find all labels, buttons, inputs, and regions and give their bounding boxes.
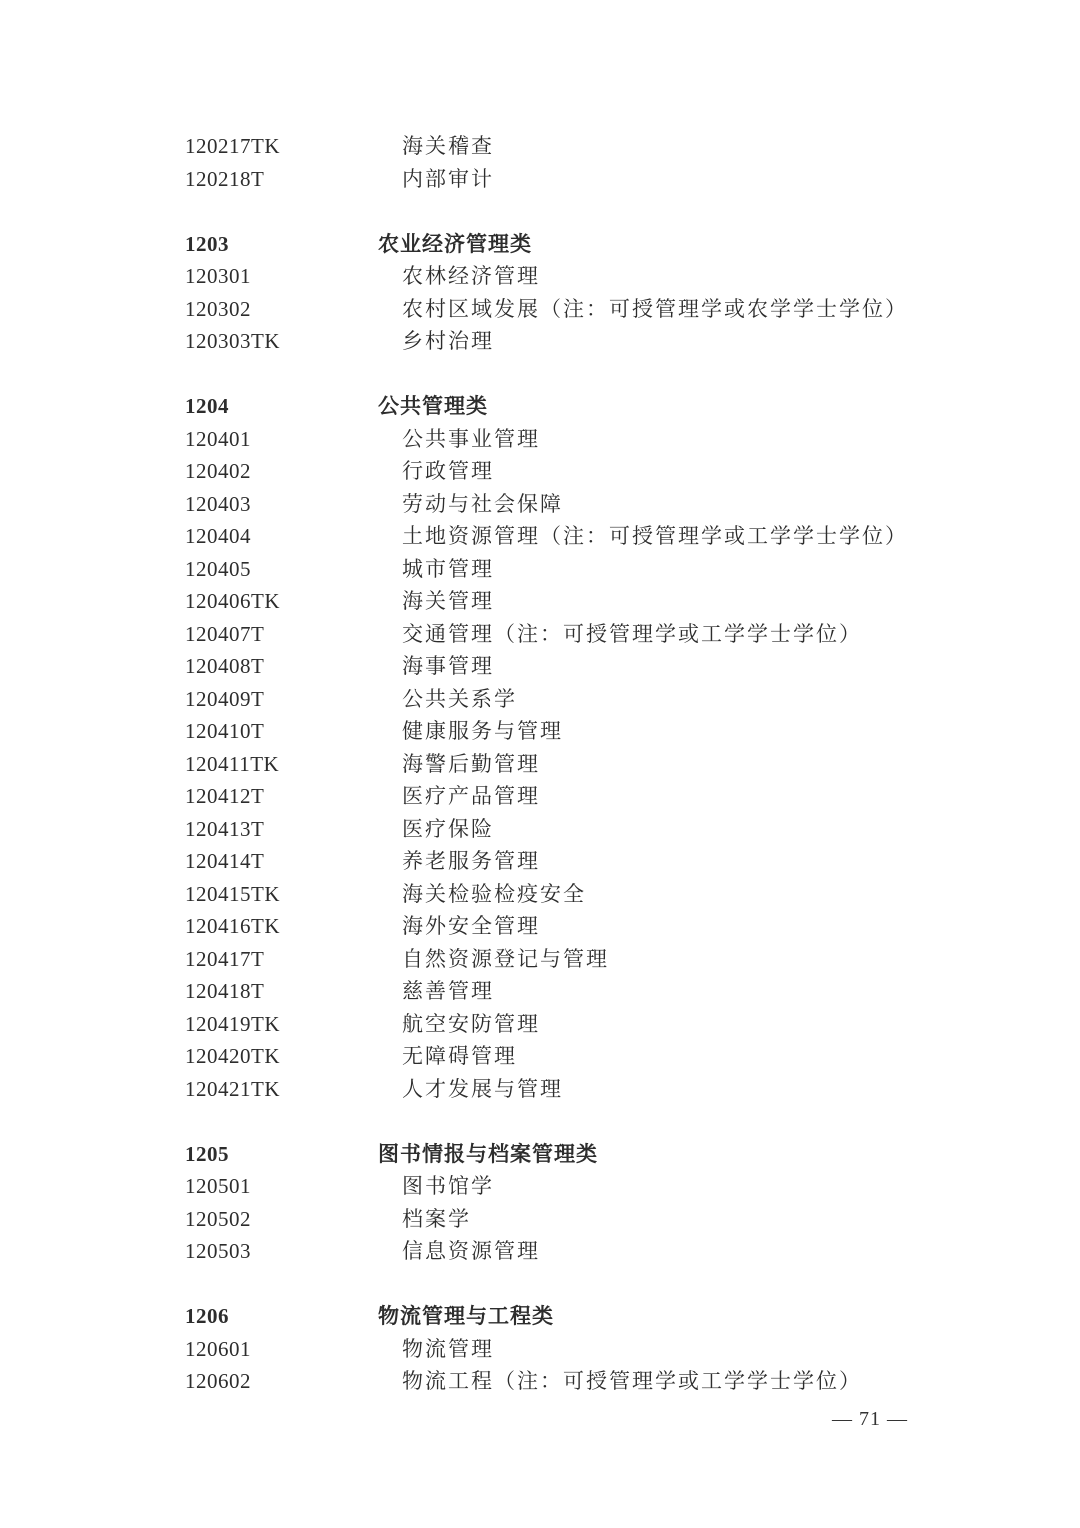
major-name: 图书情报与档案管理类 xyxy=(378,1141,598,1166)
table-row xyxy=(185,553,1050,586)
table-row xyxy=(185,1073,1050,1106)
major-name: 乡村治理 xyxy=(402,329,494,353)
major-name: 农业经济管理类 xyxy=(378,231,532,256)
major-code: 1205 xyxy=(185,1141,229,1166)
major-name: 人才发展与管理 xyxy=(402,1076,563,1101)
major-code: 120405 xyxy=(185,556,251,581)
major-name: 慈善管理 xyxy=(402,979,494,1003)
major-code: 120403 xyxy=(185,491,251,516)
table-row xyxy=(185,1235,1050,1268)
major-code: 120421TK xyxy=(185,1076,280,1101)
major-code: 120302 xyxy=(185,296,251,321)
major-name: 交通管理（注：可授管理学或工学学士学位） xyxy=(402,621,862,646)
table-row xyxy=(185,488,1050,521)
major-name: 海关检验检疫安全 xyxy=(402,881,586,906)
major-category-section xyxy=(185,1300,1050,1398)
major-code: 120502 xyxy=(185,1206,251,1231)
major-code: 120418T xyxy=(185,979,265,1003)
major-name: 物流管理与工程类 xyxy=(378,1304,554,1328)
major-code: 120401 xyxy=(185,426,251,451)
major-code: 120414T xyxy=(185,849,265,873)
category-header-row xyxy=(185,1138,1050,1171)
table-row xyxy=(185,455,1050,488)
major-category-section xyxy=(185,1138,1050,1268)
major-category-section xyxy=(185,390,1050,1105)
major-code: 120413T xyxy=(185,816,265,841)
major-code: 120301 xyxy=(185,264,251,288)
major-name: 医疗产品管理 xyxy=(402,784,540,808)
major-name: 海关管理 xyxy=(402,589,494,613)
major-name: 城市管理 xyxy=(402,556,494,581)
major-name: 海警后勤管理 xyxy=(402,751,540,776)
category-header-row xyxy=(185,1300,1050,1333)
table-row xyxy=(185,1333,1050,1366)
major-name: 航空安防管理 xyxy=(402,1011,540,1036)
major-category-section xyxy=(185,228,1050,358)
major-name: 养老服务管理 xyxy=(402,849,540,873)
major-code: 120303TK xyxy=(185,329,280,353)
major-code: 120410T xyxy=(185,719,265,743)
table-row xyxy=(185,845,1050,878)
table-row xyxy=(185,650,1050,683)
major-name: 健康服务与管理 xyxy=(402,719,563,743)
major-name: 内部审计 xyxy=(402,166,494,191)
table-row xyxy=(185,260,1050,293)
major-code: 120406TK xyxy=(185,589,280,613)
major-name: 档案学 xyxy=(402,1206,471,1231)
table-row xyxy=(185,163,1050,196)
major-code: 120419TK xyxy=(185,1011,280,1036)
major-name: 公共关系学 xyxy=(402,686,517,711)
major-name: 公共管理类 xyxy=(378,394,488,418)
major-code: 120601 xyxy=(185,1336,251,1361)
major-code: 120417T xyxy=(185,946,265,971)
table-row xyxy=(185,780,1050,813)
table-row xyxy=(185,878,1050,911)
major-code: 120412T xyxy=(185,784,265,808)
major-name: 信息资源管理 xyxy=(402,1239,540,1263)
major-code: 120501 xyxy=(185,1174,251,1198)
table-row xyxy=(185,585,1050,618)
major-code: 120404 xyxy=(185,524,251,548)
major-name: 无障碍管理 xyxy=(402,1044,517,1068)
major-code: 1203 xyxy=(185,231,229,256)
table-row xyxy=(185,1040,1050,1073)
major-code: 120411TK xyxy=(185,751,280,776)
table-row xyxy=(185,683,1050,716)
major-code: 120602 xyxy=(185,1369,251,1393)
major-name: 农村区域发展（注：可授管理学或农学学士学位） xyxy=(402,296,908,321)
table-row xyxy=(185,618,1050,651)
major-code: 120217TK xyxy=(185,134,280,158)
table-row xyxy=(185,1365,1050,1398)
category-header-row xyxy=(185,390,1050,423)
table-row xyxy=(185,423,1050,456)
major-name: 公共事业管理 xyxy=(402,426,540,451)
major-name: 图书馆学 xyxy=(402,1174,494,1198)
table-row xyxy=(185,975,1050,1008)
major-code: 120409T xyxy=(185,686,265,711)
table-row xyxy=(185,325,1050,358)
major-code: 1204 xyxy=(185,394,229,418)
table-row xyxy=(185,1170,1050,1203)
table-row xyxy=(185,943,1050,976)
major-code: 120402 xyxy=(185,459,251,483)
major-name: 土地资源管理（注：可授管理学或工学学士学位） xyxy=(402,524,908,548)
major-code: 120415TK xyxy=(185,881,280,906)
table-row xyxy=(185,1008,1050,1041)
table-row xyxy=(185,293,1050,326)
table-row xyxy=(185,520,1050,553)
major-name: 海事管理 xyxy=(402,654,494,678)
major-code: 120407T xyxy=(185,621,265,646)
major-name: 农林经济管理 xyxy=(402,264,540,288)
category-header-row xyxy=(185,228,1050,261)
page-number: — 71 — xyxy=(832,1408,908,1430)
major-name: 物流管理 xyxy=(402,1336,494,1361)
major-name: 行政管理 xyxy=(402,459,494,483)
major-name: 医疗保险 xyxy=(402,816,494,841)
major-name: 海外安全管理 xyxy=(402,914,540,938)
page-footer xyxy=(832,1408,908,1431)
major-code: 120218T xyxy=(185,166,265,191)
major-name: 劳动与社会保障 xyxy=(402,491,563,516)
major-code: 1206 xyxy=(185,1304,229,1328)
major-category-section xyxy=(185,130,1050,195)
major-code: 120416TK xyxy=(185,914,280,938)
major-code: 120503 xyxy=(185,1239,251,1263)
table-row xyxy=(185,910,1050,943)
major-code: 120420TK xyxy=(185,1044,280,1068)
table-row xyxy=(185,715,1050,748)
major-name: 自然资源登记与管理 xyxy=(402,946,609,971)
major-code: 120408T xyxy=(185,654,265,678)
table-row xyxy=(185,813,1050,846)
table-row xyxy=(185,130,1050,163)
major-name: 海关稽查 xyxy=(402,134,494,158)
major-name: 物流工程（注：可授管理学或工学学士学位） xyxy=(402,1369,862,1393)
table-row xyxy=(185,1203,1050,1236)
table-row xyxy=(185,748,1050,781)
